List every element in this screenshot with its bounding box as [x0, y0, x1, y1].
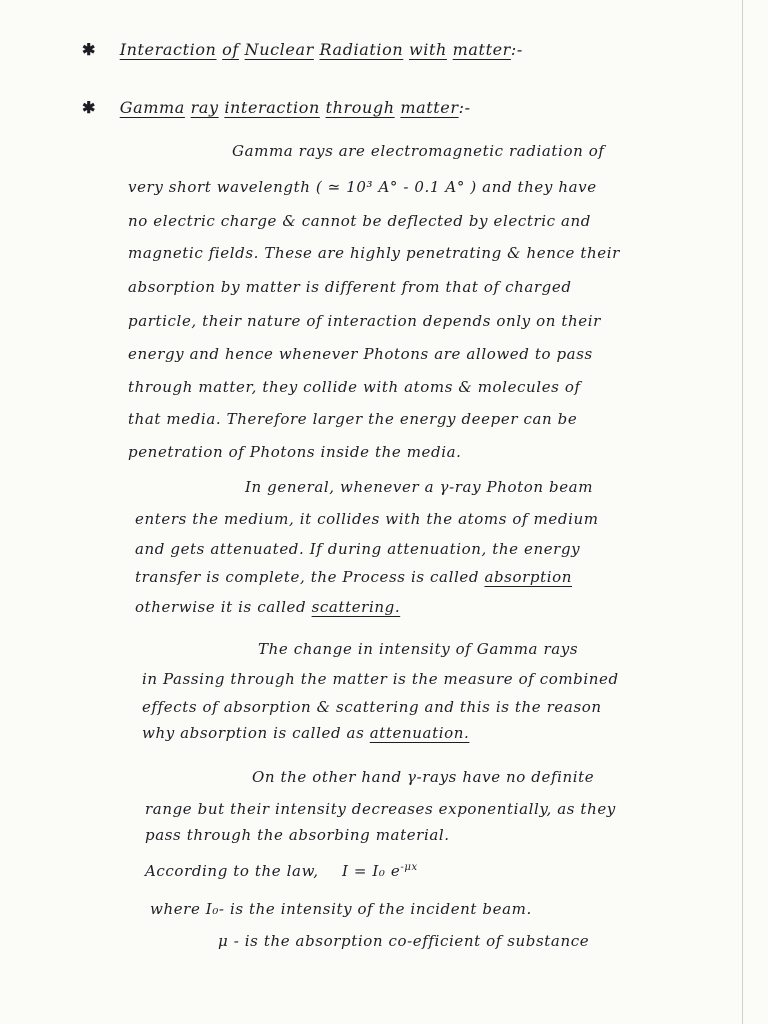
attenuation-law: According to the law, I = I₀ $e^{-\mu x}$ [145, 862, 418, 880]
para2-line-2: enters the medium, it collides with the atoms of medium [135, 510, 599, 528]
para1-line-6: particle, their nature of interaction depends only on their [128, 312, 601, 330]
para3-line-4: why absorption is called as attenuation. [142, 724, 470, 742]
para1-line-8: through matter, they collide with atoms & molecules of [128, 378, 581, 396]
attenuation-formula: I = I₀ $e^{-\mu x}$ [341, 862, 418, 880]
para1-line-7: energy and hence whenever Photons are allowed to pass [128, 345, 593, 363]
para1-line-9: that media. Therefore larger the energy deeper can be [128, 410, 578, 428]
para4-line-1: On the other hand γ-rays have no definite [252, 768, 595, 786]
para2-line-3: and gets attenuated. If during attenuation, the energy [135, 540, 581, 558]
term-scattering: scattering. [311, 598, 401, 616]
para2-line-1: In general, whenever a γ-ray Photon beam [245, 478, 594, 496]
where-line-1: where I₀- is the intensity of the incident beam. [150, 900, 532, 918]
para3-line-2: in Passing through the matter is the measure of combined [142, 670, 619, 688]
heading-interaction-of-nuclear-radiation: ✱ Interaction of Nuclear Radiation with matter:- [82, 40, 523, 59]
formula-exponent: -μx [400, 862, 418, 873]
para3-line-1: The change in intensity of Gamma rays [258, 640, 579, 658]
page-margin-line [742, 0, 743, 1024]
para1-line-10: penetration of Photons inside the media. [128, 443, 462, 461]
where-line-2: μ - is the absorption co-efficient of substance [218, 932, 590, 950]
para4-line-3: pass through the absorbing material. [145, 826, 450, 844]
para1-line-2: very short wavelength ( ≃ 10³ A° - 0.1 A° ) and they have [128, 178, 597, 196]
star-bullet-icon: ✱ [82, 40, 97, 59]
term-attenuation: attenuation. [369, 724, 470, 742]
para1-line-1: Gamma rays are electromagnetic radiation of [232, 142, 605, 160]
heading-gamma-ray-interaction: ✱ Gamma ray interaction through matter:- [82, 98, 471, 117]
term-absorption: absorption [484, 568, 572, 586]
para1-line-5: absorption by matter is different from that of charged [128, 278, 572, 296]
para1-line-3: no electric charge & cannot be deflected by electric and [128, 212, 592, 230]
para2-line-4: transfer is complete, the Process is called absorption [135, 568, 572, 586]
para1-line-4: magnetic fields. These are highly penetrating & hence their [128, 244, 620, 262]
star-bullet-icon: ✱ [82, 98, 97, 117]
para3-line-3: effects of absorption & scattering and this is the reason [142, 698, 602, 716]
para4-line-2: range but their intensity decreases exponentially, as they [145, 800, 616, 818]
para2-line-5: otherwise it is called scattering. [135, 598, 401, 616]
